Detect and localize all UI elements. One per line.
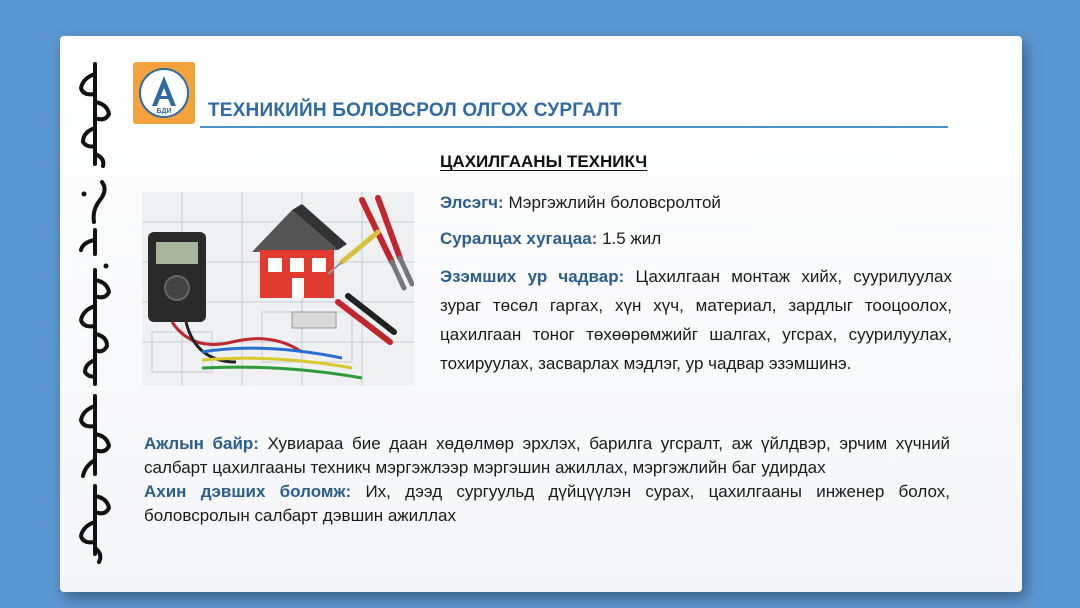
logo-text: БДИ: [156, 108, 172, 115]
workplace-value: Хувиараа бие даан хөдөлмөр эрхлэх, барилга угсралт, аж үйлдвэр, эрчим хүчний салбарт цахилгааны техникч мэргэжлээр мэргэшин ажиллах, мэргэжлийн баг удирдах: [144, 434, 950, 477]
skills-block: [440, 262, 952, 378]
advancement-label: Ахин дэвших боломж:: [144, 482, 352, 501]
workplace-label: Ажлын байр:: [144, 434, 259, 453]
mongolian-script-decoration: [66, 54, 124, 574]
page-title: ТЕХНИКИЙН БОЛОВСРОЛ ОЛГОХ СУРГАЛТ: [208, 100, 622, 121]
skills-value: Цахилгаан монтаж хийх, суурилуулах зураг төсөл гаргах, хүн хүч, материал, зардлыг тооцоолох, цахилгаан тоног төхөөрөмжийг шалгах, угсрах, суурилуулах, тохируулах, засварлах мэдлэг, ур чадвар эзэмшинэ.: [440, 267, 952, 373]
advancement-paragraph: [144, 480, 950, 528]
entry-requirement: [440, 193, 721, 213]
job-title: ЦАХИЛГААНЫ ТЕХНИКЧ: [440, 152, 648, 171]
entry-value: Мэргэжлийн боловсролтой: [508, 193, 721, 212]
school-logo-icon: [137, 66, 191, 120]
header-divider: [200, 126, 948, 128]
entry-label: Элсэгч:: [440, 193, 504, 212]
duration-value: 1.5 жил: [602, 229, 662, 248]
school-logo: [133, 62, 195, 124]
study-duration: [440, 229, 661, 249]
skills-label: Эзэмших ур чадвар:: [440, 267, 625, 286]
slide: [60, 36, 1022, 592]
advancement-value: Их, дээд сургуульд дүйцүүлэн сурах, цахилгааны инженер болох, боловсролын салбарт дэвшин ажиллах: [144, 482, 950, 525]
duration-label: Суралцах хугацаа:: [440, 229, 598, 248]
electrical-tools-photo: [142, 192, 414, 386]
career-info: [144, 432, 950, 528]
workplace-paragraph: [144, 432, 950, 480]
